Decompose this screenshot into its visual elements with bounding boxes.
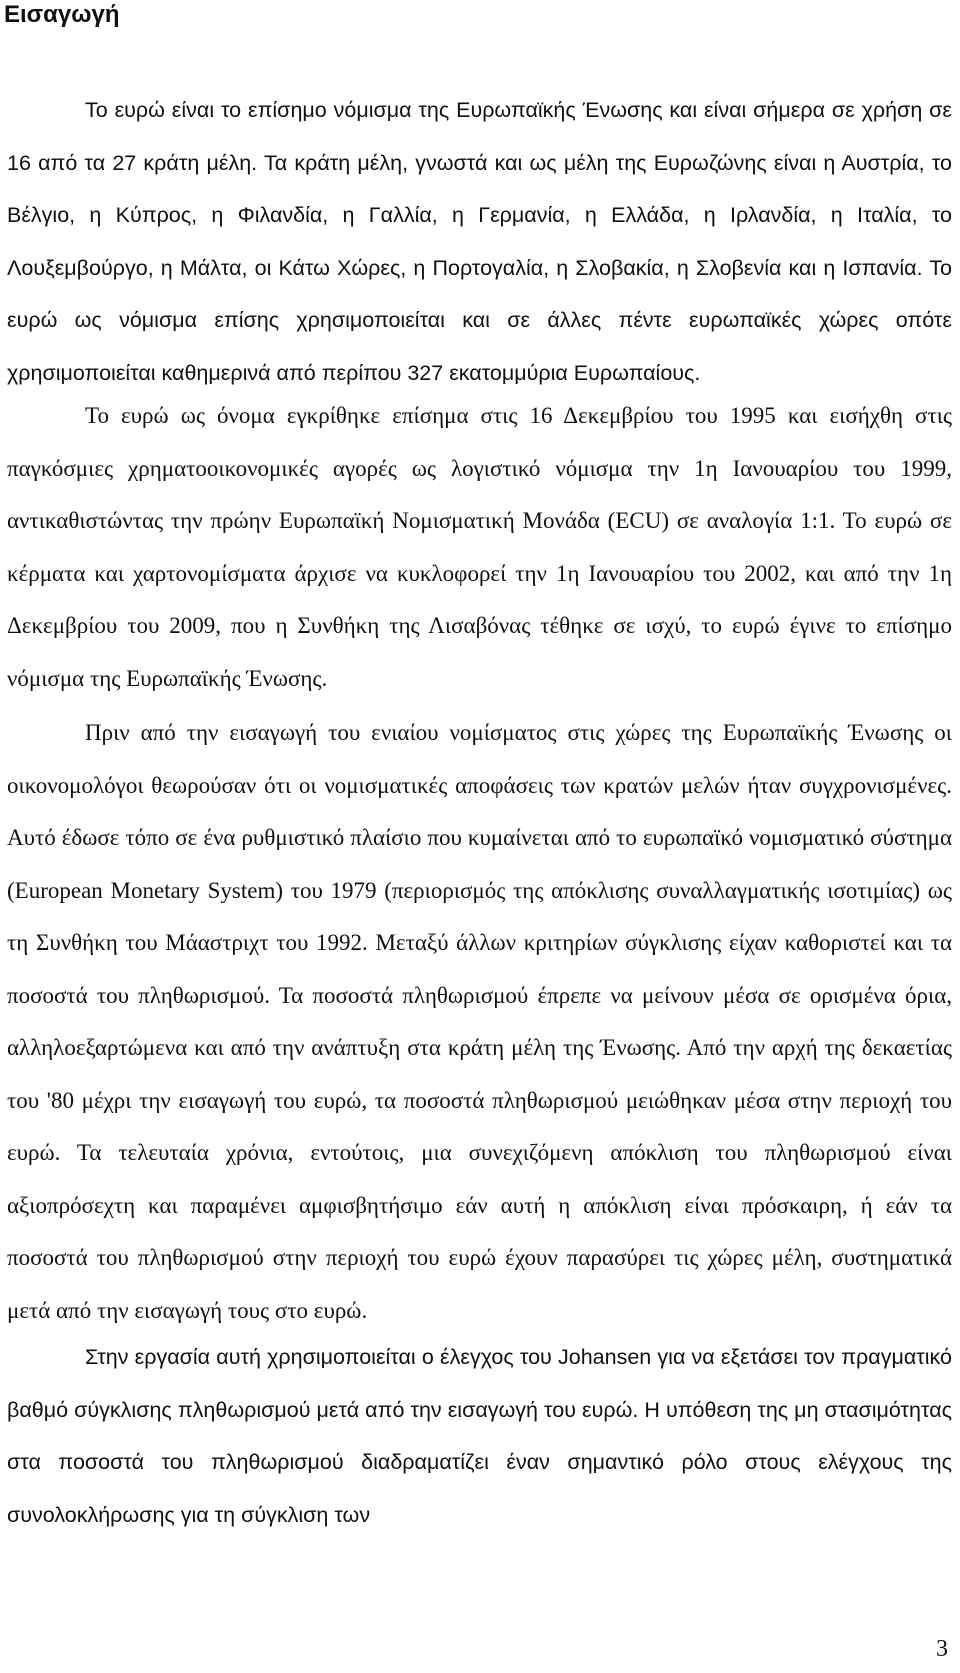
section-heading: Εισαγωγή	[4, 1, 120, 28]
paragraph-johansen-test: Στην εργασία αυτή χρησιμοποιείται ο έλεγχος του Johansen για να εξετάσει τον πραγματικό βαθμό σύγκλισης πληθωρισμού μετά από την εισαγωγή του ευρώ. Η υπόθεση της μη στασιμότητας στα ποσοστά του πληθωρισμού διαδραματίζει έναν σημαντικό ρόλο στους ελέγχους της συνολοκλήρωσης για τη σύγκλιση των	[7, 1345, 952, 1527]
paragraph-euro-intro: Το ευρώ είναι το επίσημο νόμισμα της Ευρωπαϊκής Ένωσης και είναι σήμερα σε χρήση σε 16 από τα 27 κράτη μέλη. Τα κράτη μέλη, γνωστά και ως μέλη της Ευρωζώνης είναι η Αυστρία, το Βέλγιο, η Κύπρος, η Φιλανδία, η Γαλλία, η Γερμανία, η Ελλάδα, η Ιρλανδία, η Ιταλία, το Λουξεμβούργο, η Μάλτα, οι Κάτω Χώρες, η Πορτογαλία, η Σλοβακία, η Σλοβενία και η Ισπανία. Το ευρώ ως νόμισμα επίσης χρησιμοποιείται και σε άλλες πέντε ευρωπαϊκές χώρες οπότε χρησιμοποιείται καθημερινά από περίπου 327 εκατομμύρια Ευρωπαίους.	[7, 98, 952, 385]
page-number: 3	[936, 1636, 948, 1662]
paragraph-inflation-convergence: Πριν από την εισαγωγή του ενιαίου νομίσματος στις χώρες της Ευρωπαϊκής Ένωσης οι οικονομολόγοι θεωρούσαν ότι οι νομισματικές αποφάσεις των κρατών μελών ήταν συγχρονισμένες. Αυτό έδωσε τόπο σε ένα ρυθμιστικό πλαίσιο που κυμαίνεται από το ευρωπαϊκό νομισματικό σύστημα (European Monetary System) του 1979 (περιορισμός της απόκλισης συναλλαγματικής ισοτιμίας) ως τη Συνθήκη του Μάαστριχτ του 1992. Μεταξύ άλλων κριτηρίων σύγκλισης είχαν καθοριστεί και τα ποσοστά του πληθωρισμού. Τα ποσοστά πληθωρισμού έπρεπε να μείνουν μέσα σε ορισμένα όρια, αλληλοεξαρτώμενα και από την ανάπτυξη στα κράτη μέλη της Ένωσης. Από την αρχή της δεκαετίας του '80 μέχρι την εισαγωγή του ευρώ, τα ποσοστά πληθωρισμού μειώθηκαν μέσα στην περιοχή του ευρώ. Τα τελευταία χρόνια, εντούτοις, μια συνεχιζόμενη απόκλιση του πληθωρισμού είναι αξιοπρόσεχτη και παραμένει αμφισβητήσιμο εάν αυτή η απόκλιση είναι πρόσκαιρη, ή εάν τα ποσοστά του πληθωρισμού στην περιοχή του ευρώ έχουν παρασύρει τις χώρες μέλη, συστηματικά μετά από την εισαγωγή τους στο ευρώ.	[7, 720, 952, 1323]
paragraph-euro-history: Το ευρώ ως όνομα εγκρίθηκε επίσημα στις 16 Δεκεμβρίου του 1995 και εισήχθη στις παγκόσμιες χρηματοοικονομικές αγορές ως λογιστικό νόμισμα την 1η Ιανουαρίου του 1999, αντικαθιστώντας την πρώην Ευρωπαϊκή Νομισματική Μονάδα (ECU) σε αναλογία 1:1. Το ευρώ σε κέρματα και χαρτονομίσματα άρχισε να κυκλοφορεί την 1η Ιανουαρίου του 2002, και από την 1η Δεκεμβρίου του 2009, που η Συνθήκη της Λισαβόνας τέθηκε σε ισχύ, το ευρώ έγινε το επίσημο νόμισμα της Ευρωπαϊκής Ένωσης.	[7, 403, 952, 691]
